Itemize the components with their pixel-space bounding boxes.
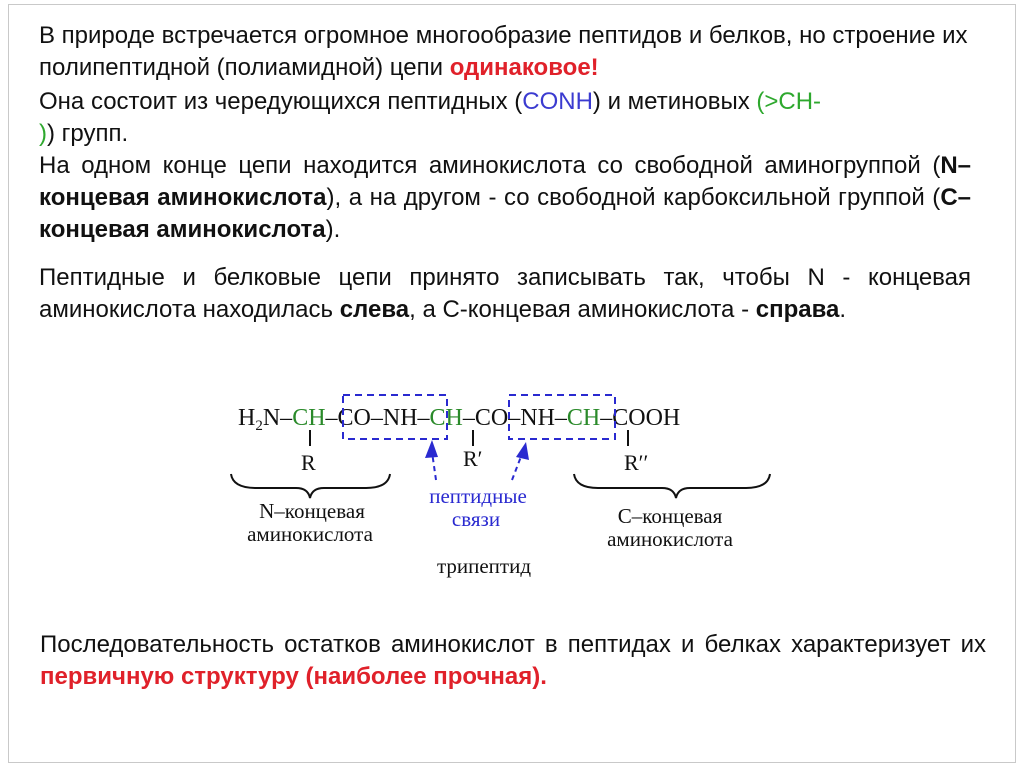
arrow-head-2 (516, 442, 529, 460)
formula-h: H (238, 405, 256, 431)
p1-highlight: одинаковое! (449, 54, 599, 81)
n-terminal-brace (231, 474, 390, 498)
p4-text-a: Пептидные и белковые цепи принято записывать так, чтобы N - концевая аминокислота находилась (39, 264, 971, 323)
formula-co-nh-2: –CO–NH– (462, 405, 567, 431)
p3-text-a: На одном конце цепи находится аминокислота со свободной аминогруппой ( (39, 152, 941, 179)
p5-highlight: первичную структуру (наиболее прочная). (40, 663, 547, 690)
n-terminal-label-line1: N–концевая (259, 499, 365, 523)
p4-text-c: . (839, 296, 847, 323)
paragraph-chain-composition (39, 86, 971, 150)
p3-c-terminal: С–концевая аминокислота (39, 184, 971, 243)
paragraph-primary-structure (40, 629, 986, 693)
p3-n-terminal: N–концевая аминокислота (39, 152, 971, 211)
p5-text: Последовательность остатков аминокислот в пептидах и белках характеризует их (40, 631, 986, 658)
p2-ch-group-close: ) (39, 120, 47, 147)
c-terminal-brace (574, 474, 770, 498)
formula-n: N– (262, 405, 293, 431)
p2-text-c: ) групп. (47, 120, 129, 147)
p2-conh: CONH (522, 88, 593, 115)
formula-ch-3: CH (566, 405, 601, 431)
formula-ch-1: CH (292, 405, 326, 431)
p3-text-b: ), а на другом - со свободной карбоксильной группой ( (326, 184, 941, 211)
formula-h-subscript: 2 (255, 418, 263, 434)
n-terminal-label-line2: аминокислота (247, 522, 373, 546)
tripeptide-diagram (200, 380, 780, 595)
paragraph-peptide-diversity (39, 20, 971, 84)
formula-co-nh-1: –CO–NH– (325, 405, 430, 431)
tripeptide-label: трипептид (436, 554, 532, 578)
formula-chain (238, 405, 680, 434)
formula-ch-2: CH (429, 405, 463, 431)
arrow-head-1 (425, 440, 438, 458)
p2-ch-group: (>CH- (756, 88, 822, 115)
c-terminal-label-line2: аминокислота (607, 527, 733, 551)
p1-text: В природе встречается огромное многообразие пептидов и белков, но строение их полипептидной (полиамидной) цепи (39, 22, 968, 81)
peptide-bonds-label-line2: связи (451, 507, 501, 531)
r-group-2: R′ (463, 446, 483, 471)
r-group-1: R (301, 450, 316, 475)
formula-cooh: –COOH (600, 405, 681, 431)
p2-text-b: ) и метиновых (592, 88, 757, 115)
p4-text-b: , а С-концевая аминокислота - (409, 296, 756, 323)
c-terminal-label-line1: С–концевая (617, 504, 723, 528)
r-group-3: R′′ (624, 450, 649, 475)
paragraph-writing-convention (39, 262, 971, 326)
p4-left: слева (339, 296, 410, 323)
p3-text-c: ). (325, 216, 341, 243)
p4-right: справа (755, 296, 840, 323)
p2-text-a: Она состоит из чередующихся пептидных ( (39, 88, 523, 115)
paragraph-chain-ends (39, 150, 971, 246)
peptide-bonds-label-line1: пептидные (429, 484, 527, 508)
